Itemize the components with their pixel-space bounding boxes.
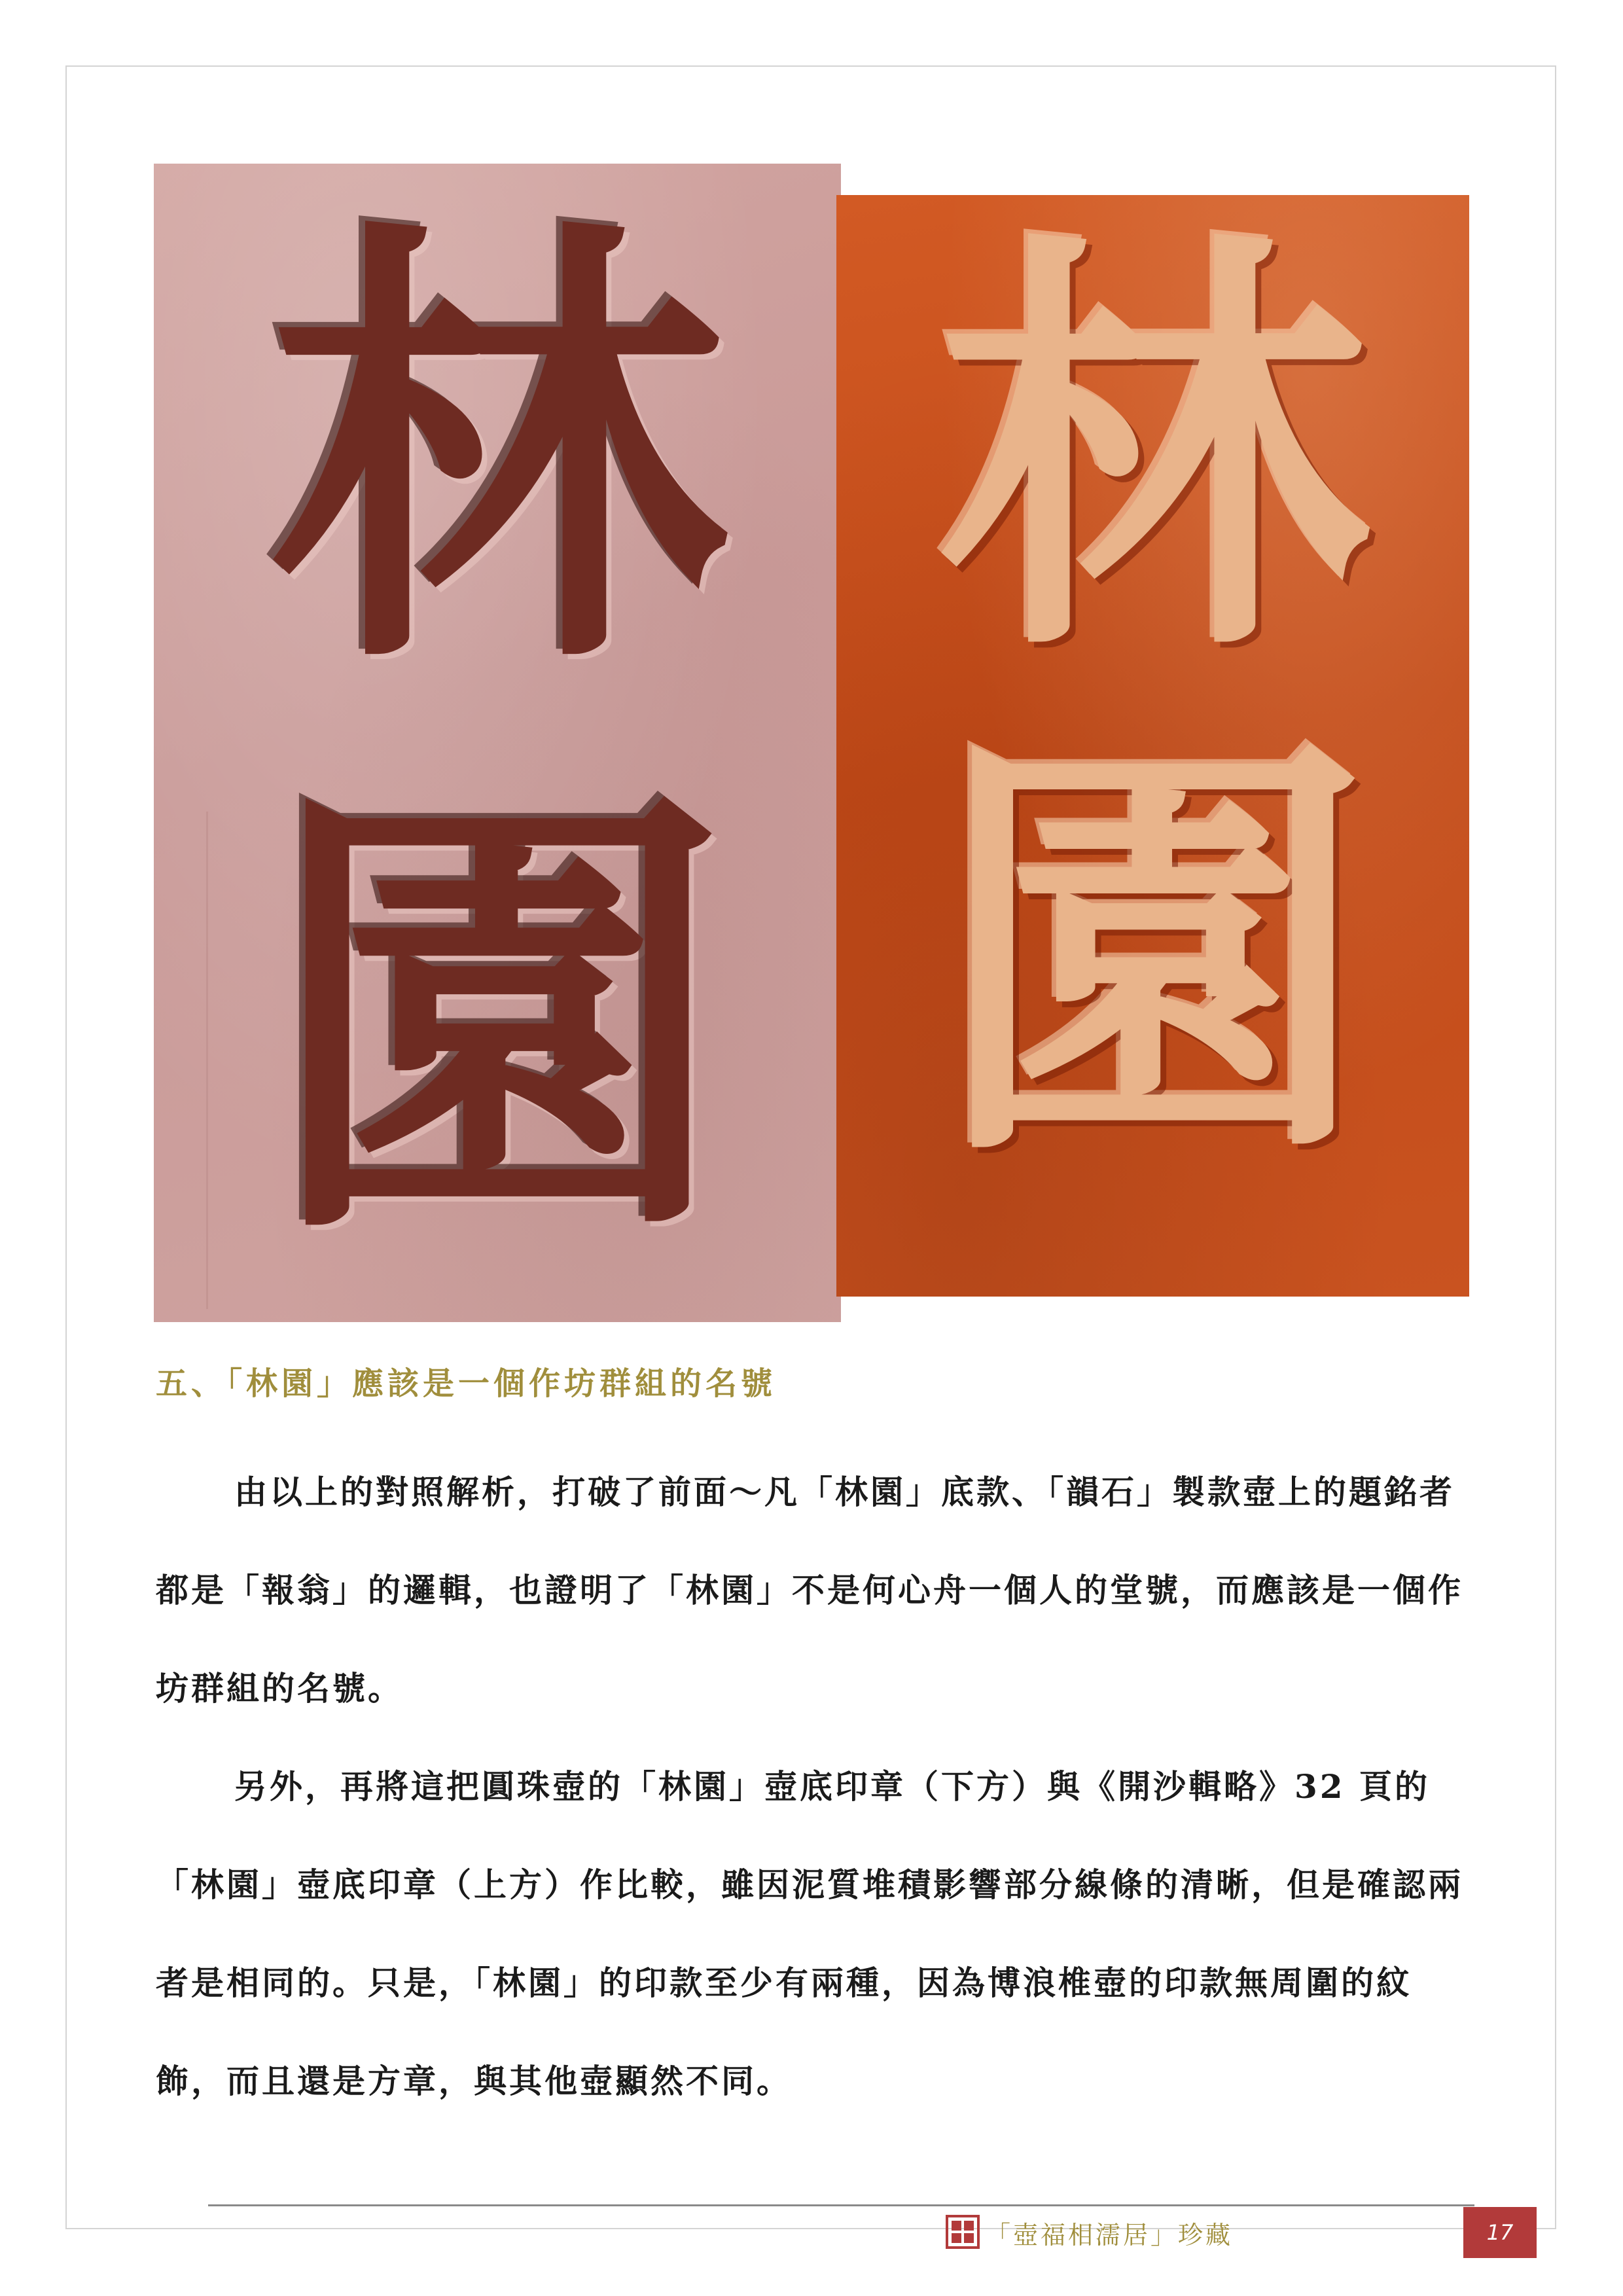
carved-character-lin: 林 [268, 183, 726, 721]
page-number: 17 [1463, 2207, 1537, 2258]
paragraph: 由以上的對照解析，打破了前面～凡「林園」底款、「韻石」製款壺上的題銘者都是「報翁」的邏輯，也證明了「林園」不是何心舟一個人的堂號，而應該是一個作坊群組的名號。 [156, 1473, 1463, 1708]
seal-photo-left [154, 164, 841, 1322]
section-heading: 五、「林園」應該是一個作坊群組的名號 [156, 1365, 777, 1402]
collection-seal-icon [946, 2215, 980, 2249]
carved-character-yuan: 園 [936, 700, 1369, 1208]
body-text [156, 1443, 1471, 2130]
seal-photo-right [836, 195, 1469, 1297]
footer-divider [208, 2204, 1474, 2206]
collection-label: 「壺福相濡居」珍藏 [986, 2221, 1234, 2250]
carved-character-lin: 林 [936, 196, 1369, 704]
carved-character-yuan: 園 [268, 752, 726, 1290]
paragraph: 另外，再將這把圓珠壺的「林園」壺底印章（下方）與《開沙輯略》32 頁的「林園」壺底印章（上方）作比較，雖因泥質堆積影響部分線條的清晰，但是確認兩者是相同的。只是，「林園」的印款至少有兩種，因為博浪椎壺的印款無周圍的紋飾，而且還是方章，與其他壺顯然不同。 [156, 1767, 1463, 2100]
